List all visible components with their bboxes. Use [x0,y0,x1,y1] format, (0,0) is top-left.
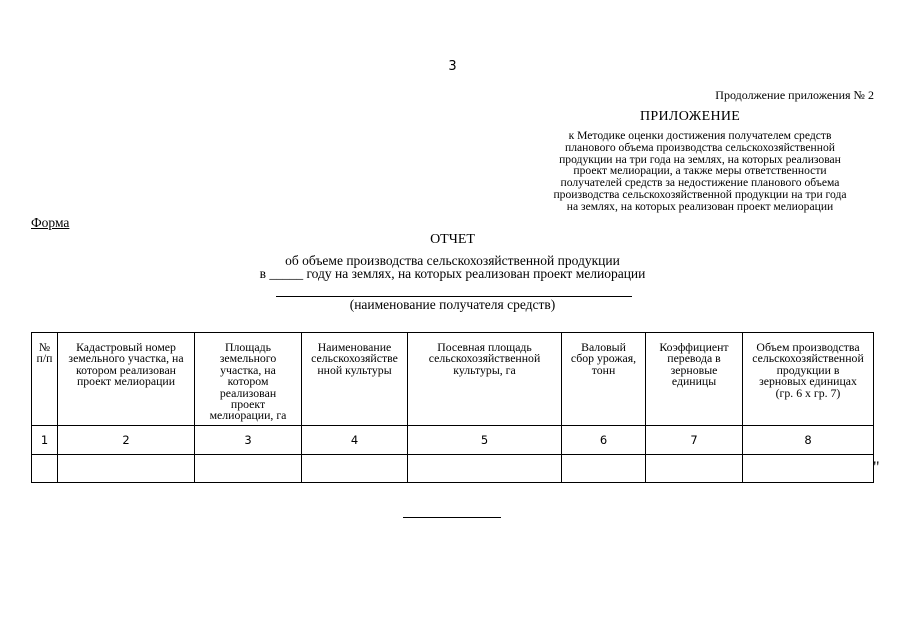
column-header-line: Объем производства [756,340,860,354]
page-number: 3 [448,59,457,74]
column-header-line: перевода в [667,351,721,366]
column-header-line: земельного [219,351,277,366]
column-header-2 [58,333,195,426]
column-number: 1 [32,426,58,455]
column-header-line: котором [227,374,269,389]
appendix-subtitle-line: получателей средств за недостижение планового объема [560,176,840,190]
table-row [32,455,874,483]
table-cell[interactable] [302,455,408,483]
table-cell[interactable] [743,455,874,483]
appendix-subtitle-line: продукции на три года на землях, на которых реализован [559,152,841,166]
recipient-caption: (наименование получателя средств) [349,297,556,312]
appendix-subtitle-line: на землях, на которых реализован проект мелиорации [566,199,834,213]
column-header-line: земельного участка, на [68,351,184,366]
column-header-line: сбор урожая, [570,351,637,366]
column-header-line: проект [230,397,266,412]
report-subtitle-line-2: в _____ году на землях, на которых реализован проект мелиорации [259,266,646,281]
table-cell[interactable] [646,455,743,483]
column-number: 2 [58,426,195,455]
column-header-1 [32,333,58,426]
column-header-line: единицы [671,374,717,389]
table-cell[interactable] [32,455,58,483]
column-header-line: мелиорации, га [209,408,287,423]
column-header-line: Наименование [317,340,392,354]
table-header-row [32,333,874,426]
appendix-subtitle-line: производства сельскохозяйственной продукции на три года [553,187,847,201]
column-header-3 [195,333,302,426]
column-header-line: сельскохозяйственной [752,351,864,366]
appendix-continuation-label: Продолжение приложения № 2 [715,88,874,102]
column-header-line: продукции в [776,362,840,377]
column-header-5 [408,333,562,426]
column-header-line: зерновых единицах [759,374,857,389]
report-table [31,332,874,483]
column-header-8 [743,333,874,426]
column-header-line: нной культуры [317,362,392,377]
column-header-line: № [38,340,51,354]
column-header-line: зерновые [670,362,718,377]
closing-quote: " [873,459,880,476]
table-cell[interactable] [195,455,302,483]
column-header-line: (гр. 6 x гр. 7) [775,385,841,400]
column-header-line: реализован [219,385,277,400]
table-cell[interactable] [58,455,195,483]
column-header-line: тонн [591,362,616,377]
column-header-line: участка, на [220,362,276,377]
column-number: 5 [408,426,562,455]
column-header-line: Кадастровый номер [76,340,176,354]
column-number: 6 [562,426,646,455]
table-cell[interactable] [562,455,646,483]
appendix-subtitle [530,130,870,213]
column-header-line: проект мелиорации [76,374,176,389]
appendix-title: ПРИЛОЖЕНИЕ [640,109,741,124]
column-header-line: культуры, га [453,362,516,377]
report-title: ОТЧЕТ [430,232,475,247]
report-subtitle-line-1: об объеме производства сельскохозяйственной продукции [285,253,620,268]
column-number-row [32,426,874,455]
column-number: 3 [195,426,302,455]
column-header-line: п/п [36,351,53,366]
appendix-subtitle-line: планового объема производства сельскохозяйственной [565,140,835,154]
bottom-rule [403,517,501,518]
column-header-7 [646,333,743,426]
column-number: 7 [646,426,743,455]
column-header-line: сельскохозяйстве [311,351,398,366]
column-header-line: Площадь [224,340,271,354]
column-header-line: котором реализован [75,362,177,377]
column-header-4 [302,333,408,426]
table-cell[interactable] [408,455,562,483]
appendix-subtitle-line: к Методике оценки достижения получателем средств [568,129,832,142]
column-header-line: Валовый [581,340,626,354]
appendix-subtitle-line: проект мелиорации, а также меры ответственности [573,164,827,178]
column-header-line: Посевная площадь [437,340,532,354]
column-number: 8 [743,426,874,455]
form-label: Форма [31,215,70,230]
column-number: 4 [302,426,408,455]
column-header-line: Коэффициент [659,340,729,354]
column-header-6 [562,333,646,426]
column-header-line: сельскохозяйственной [428,351,541,366]
